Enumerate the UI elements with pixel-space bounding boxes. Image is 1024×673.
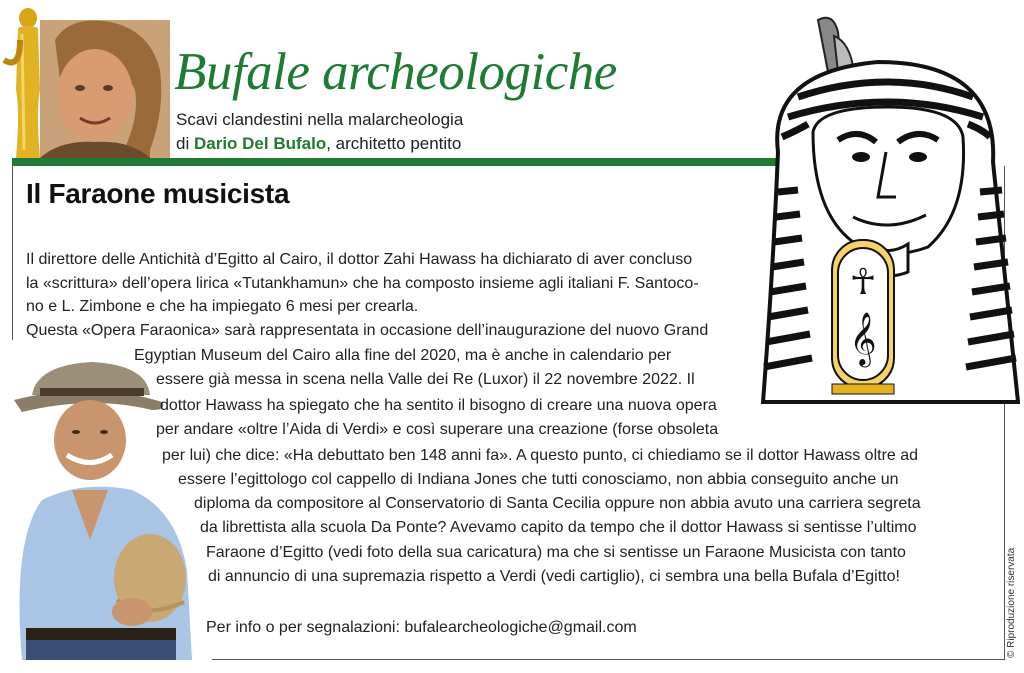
body-line: no e L. Zimbone e che ha impiegato 6 mesi per crearla.: [26, 298, 419, 315]
body-line: per lui) che dice: «Ha debuttato ben 148 anni fa». A questo punto, ci chiediamo se il dottor Hawass oltre ad: [162, 447, 919, 464]
body-line: Egyptian Museum del Cairo alla fine del 2020, ma è anche in calendario per: [134, 347, 672, 364]
copyright-notice: © Riproduzione riservata: [1006, 547, 1017, 658]
body-line: Questa «Opera Faraonica» sarà rappresentata in occasione dell’inaugurazione del nuovo Grand: [26, 322, 709, 339]
column-title: Bufale archeologiche: [174, 43, 617, 101]
column-subtitle: Scavi clandestini nella malarcheologia: [176, 110, 464, 129]
body-line: di annuncio di una supremazia rispetto a Verdi (vedi cartiglio), ci sembra una bella Bufala d’Egitto!: [208, 568, 900, 585]
header-divider: [12, 158, 784, 166]
contact-line: Per info o per segnalazioni: bufalearcheologiche@gmail.com: [206, 619, 637, 636]
cartouche-icon: [832, 240, 894, 394]
body-line: dottor Hawass ha spiegato che ha sentito il bisogno di creare una nuova opera: [160, 397, 717, 414]
pharaoh-caricature: [758, 12, 1020, 420]
byline: [176, 134, 461, 154]
article-headline: Il Faraone musicista: [26, 178, 290, 209]
byline-prefix: di: [176, 134, 194, 153]
svg-text:☥: ☥: [849, 262, 877, 303]
body-line: Il direttore delle Antichità d’Egitto al Cairo, il dottor Zahi Hawass ha dichiarato di aver concluso: [26, 251, 693, 268]
author-photo: [0, 0, 170, 158]
body-line: essere già messa in scena nella Valle dei Re (Luxor) il 22 novembre 2022. Il: [156, 371, 695, 388]
author-name: Dario Del Bufalo: [193, 134, 327, 153]
body-line: per andare «oltre l’Aida di Verdi» e così superare una creazione (forse obsoleta: [156, 421, 719, 438]
svg-text:𝄞: 𝄞: [849, 311, 877, 365]
body-line: Faraone d’Egitto (vedi foto della sua caricatura) ma che si sentisse un Faraone Musicista con tanto: [206, 544, 906, 561]
body-line: da librettista alla scuola Da Ponte? Avevamo capito da tempo che il dottor Hawass si sentisse l’ultimo: [200, 519, 917, 536]
body-line: la «scrittura» dell’opera lirica «Tutankhamun» che ha composto insieme agli italiani F. Santoco-: [26, 275, 699, 292]
byline-suffix: , architetto pentito: [326, 134, 462, 153]
body-line: diploma da compositore al Conservatorio di Santa Cecilia oppure non abbia avuto una carriera segreta: [194, 495, 921, 512]
body-line: essere l’egittologo col cappello di Indiana Jones che tutti conosciamo, non abbia conseguito anche un: [178, 471, 899, 488]
